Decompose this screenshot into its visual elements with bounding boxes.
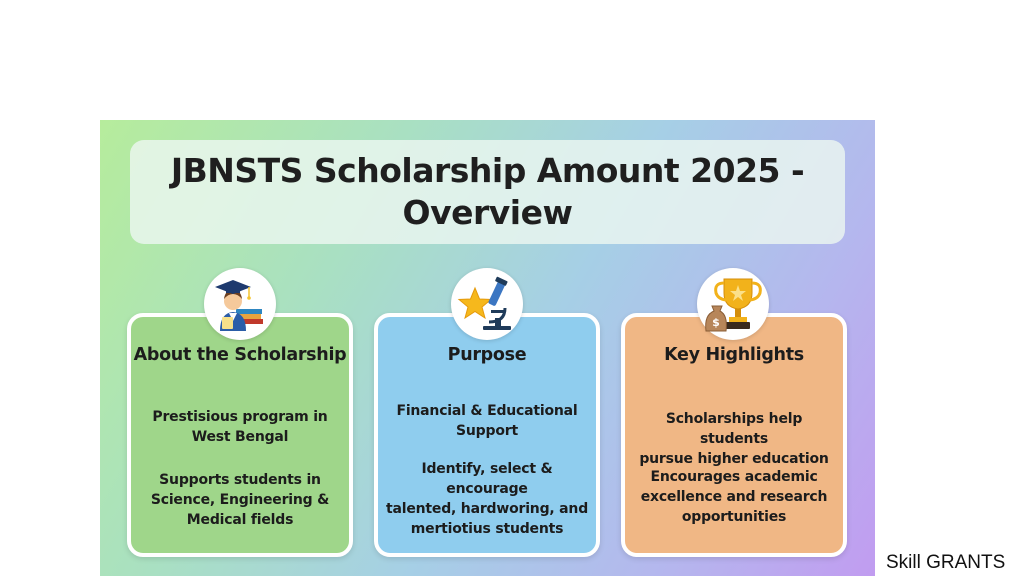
svg-text:$: $ — [712, 316, 720, 329]
card-heading: Key Highlights — [664, 345, 804, 365]
card-purpose — [374, 313, 600, 557]
card-point-line: mertiotius students — [410, 521, 564, 537]
title-line-1: JBNSTS Scholarship Amount 2025 - — [170, 151, 805, 190]
star-microscope-icon — [451, 268, 523, 340]
card-point-line: Scholarships help students — [665, 411, 803, 447]
card-point — [139, 407, 341, 447]
card-heading: About the Scholarship — [133, 345, 347, 365]
title-line-2: Overview — [402, 193, 573, 232]
title-banner — [130, 140, 845, 244]
card-point — [386, 401, 588, 441]
card-key-highlights — [621, 313, 847, 557]
card-point-line: Science, Engineering & — [150, 492, 330, 508]
infographic — [100, 120, 875, 576]
card-point-line: Encourages academic — [650, 469, 818, 485]
card-point-line: Financial & Educational — [396, 403, 578, 419]
card-point — [633, 467, 835, 527]
card-point — [139, 470, 341, 530]
card-point-line: excellence and research — [640, 489, 828, 505]
card-heading: Purpose — [447, 345, 527, 365]
card-point — [633, 409, 835, 469]
card-point-line: Support — [456, 423, 518, 439]
brand-watermark: Skill GRANTS — [886, 552, 1006, 573]
graduate-student-icon — [204, 268, 276, 340]
page-title — [168, 150, 808, 234]
card-point-line: Prestisious program in — [152, 409, 328, 425]
card-point-line: West Bengal — [191, 429, 289, 445]
card-about-scholarship — [127, 313, 353, 557]
card-point-line: pursue higher education — [639, 451, 829, 467]
card-point-line: Identify, select & encourage — [421, 461, 553, 497]
card-point-line: Medical fields — [186, 512, 294, 528]
card-point-line: talented, hardworing, and — [386, 501, 589, 517]
card-point — [386, 459, 588, 539]
card-point-line: opportunities — [681, 509, 787, 525]
card-point-line: Supports students in — [159, 472, 321, 488]
trophy-money-bag-icon — [697, 268, 769, 340]
